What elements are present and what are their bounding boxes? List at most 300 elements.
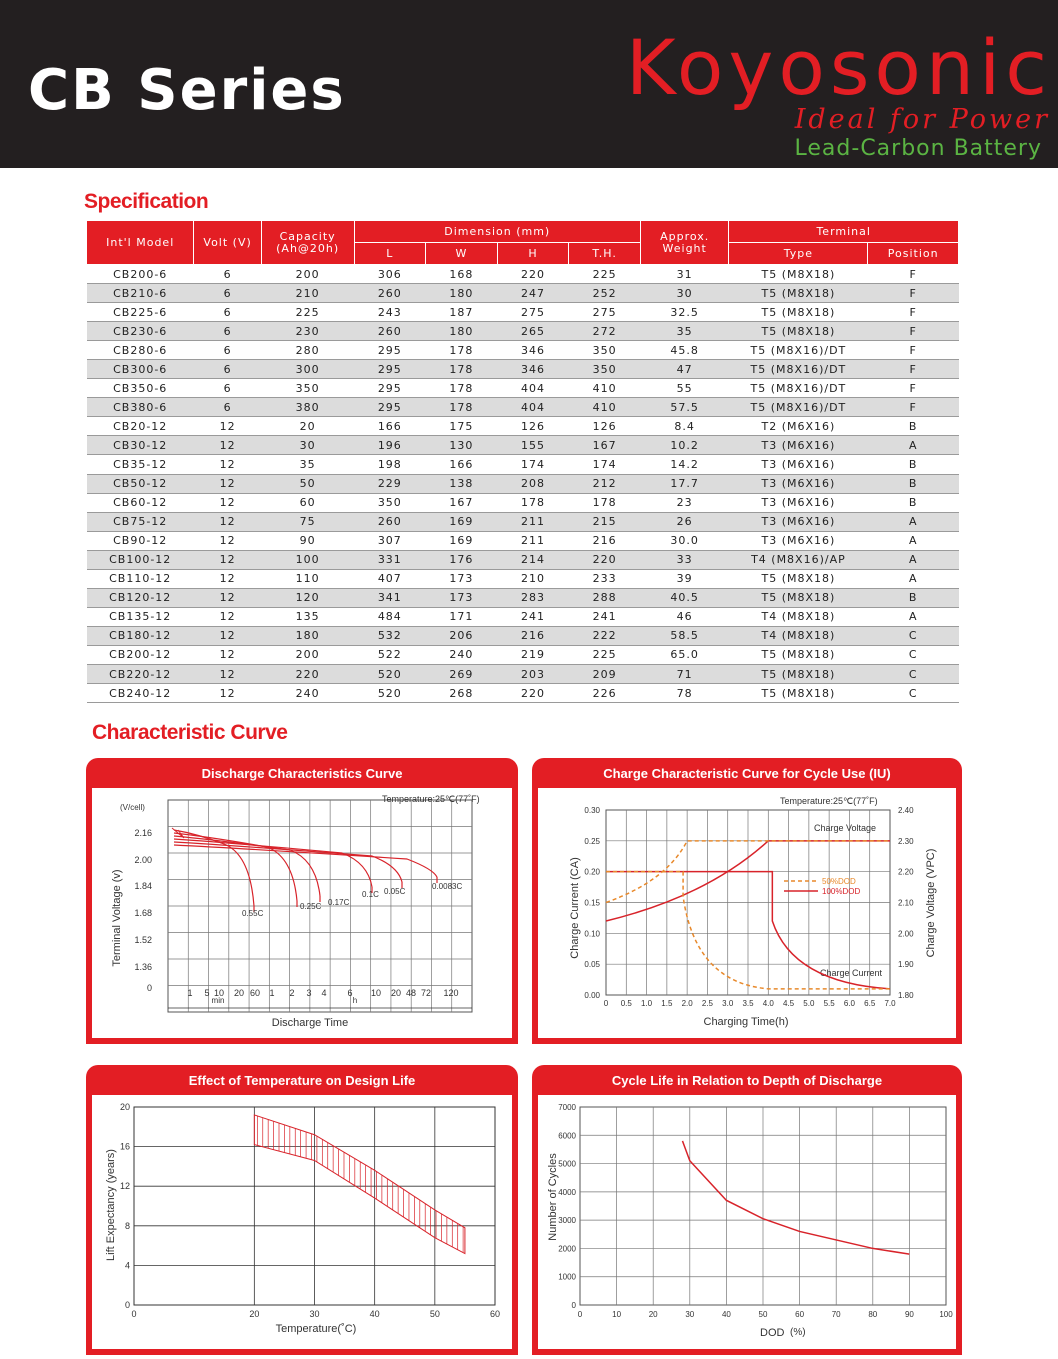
- x-tick-label: 80: [868, 1310, 878, 1319]
- table-cell: 12: [194, 531, 261, 550]
- cycle-chart-title: Cycle Life in Relation to Depth of Discharge: [611, 1073, 883, 1088]
- table-cell: 208: [497, 474, 569, 493]
- table-cell: F: [868, 398, 959, 417]
- table-cell: 12: [194, 474, 261, 493]
- table-cell: 12: [194, 645, 261, 664]
- table-cell: 225: [569, 265, 641, 284]
- table-cell: F: [868, 341, 959, 360]
- table-cell: T5 (M8X18): [729, 664, 868, 683]
- table-cell: T5 (M8X16)/DT: [729, 379, 868, 398]
- header-model: Int'l Model: [87, 221, 194, 265]
- table-cell: 212: [569, 474, 641, 493]
- table-cell: 55: [640, 379, 728, 398]
- table-cell: T5 (M8X18): [729, 645, 868, 664]
- table-row: [87, 265, 959, 284]
- table-cell: 130: [426, 436, 498, 455]
- table-cell: F: [868, 360, 959, 379]
- table-cell: T5 (M8X16)/DT: [729, 360, 868, 379]
- table-cell: 35: [640, 322, 728, 341]
- table-cell: 180: [261, 626, 354, 645]
- table-cell: CB120-12: [87, 588, 194, 607]
- table-cell: 241: [497, 607, 569, 626]
- y2-tick-label: 2.00: [898, 929, 914, 939]
- table-cell: 295: [354, 341, 426, 360]
- brand-subtitle: Lead-Carbon Battery: [794, 136, 1042, 161]
- y-tick-label: 4000: [558, 1187, 576, 1197]
- x-tick-label: 4: [321, 988, 327, 998]
- table-cell: 14.2: [640, 455, 728, 474]
- x-tick-label: 7.0: [884, 999, 896, 1008]
- x-tick-label: 30: [685, 1310, 695, 1319]
- table-cell: 12: [194, 626, 261, 645]
- table-cell: 341: [354, 588, 426, 607]
- table-cell: 346: [497, 360, 569, 379]
- table-cell: 187: [426, 303, 498, 322]
- table-cell: A: [868, 550, 959, 569]
- table-cell: 17.7: [640, 474, 728, 493]
- y-tick-label: 0.30: [584, 806, 600, 815]
- table-cell: 240: [261, 684, 354, 703]
- table-cell: 10.2: [640, 436, 728, 455]
- table-cell: 272: [569, 322, 641, 341]
- cycle-chart-panel: [532, 1065, 962, 1355]
- header-volt: Volt (V): [194, 221, 261, 265]
- table-cell: 12: [194, 417, 261, 436]
- table-row: [87, 512, 959, 531]
- table-cell: 138: [426, 474, 498, 493]
- table-cell: 265: [497, 322, 569, 341]
- x-tick-label: 72: [420, 988, 432, 998]
- y-tick-label: 6000: [558, 1131, 576, 1141]
- table-cell: 210: [497, 569, 569, 588]
- x-tick-label: 0: [577, 1310, 583, 1319]
- table-row: [87, 550, 959, 569]
- table-cell: CB225-6: [87, 303, 194, 322]
- table-cell: 241: [569, 607, 641, 626]
- table-cell: 214: [497, 550, 569, 569]
- table-cell: 216: [497, 626, 569, 645]
- table-cell: 350: [569, 341, 641, 360]
- table-cell: 211: [497, 512, 569, 531]
- header-position: Position: [868, 243, 959, 265]
- table-cell: 220: [569, 550, 641, 569]
- x-tick-label: 6.5: [864, 999, 876, 1008]
- table-cell: 45.8: [640, 341, 728, 360]
- y-axis-title: Terminal Voltage (v): [111, 869, 123, 967]
- table-cell: A: [868, 569, 959, 588]
- table-cell: 410: [569, 398, 641, 417]
- table-cell: 78: [640, 684, 728, 703]
- table-cell: A: [868, 531, 959, 550]
- table-cell: 295: [354, 379, 426, 398]
- table-cell: B: [868, 474, 959, 493]
- table-cell: 522: [354, 645, 426, 664]
- table-cell: 174: [497, 455, 569, 474]
- header-h: H: [497, 243, 569, 265]
- table-cell: 243: [354, 303, 426, 322]
- y-tick-label: 0.15: [584, 898, 600, 908]
- table-cell: T5 (M8X18): [729, 684, 868, 703]
- table-row: [87, 569, 959, 588]
- unit-label: (V/cell): [120, 803, 145, 812]
- x-tick-label: 10: [213, 988, 225, 998]
- table-cell: 167: [426, 493, 498, 512]
- table-cell: 155: [497, 436, 569, 455]
- table-cell: 12: [194, 512, 261, 531]
- table-cell: F: [868, 322, 959, 341]
- y2-tick-label: 2.10: [898, 898, 914, 908]
- table-cell: CB110-12: [87, 569, 194, 588]
- y2-tick-label: 2.30: [898, 836, 914, 846]
- table-cell: 174: [569, 455, 641, 474]
- specification-heading: Specification: [84, 190, 209, 213]
- x-tick-label: 2.5: [701, 999, 713, 1008]
- x-tick-label: 40: [721, 1310, 731, 1319]
- x-axis-title: DOD: [760, 1327, 785, 1339]
- table-row: [87, 531, 959, 550]
- x-unit-label: h: [352, 996, 358, 1005]
- table-cell: 100: [261, 550, 354, 569]
- table-cell: 75: [261, 512, 354, 531]
- x-tick-label: 0: [603, 999, 609, 1008]
- table-cell: 380: [261, 398, 354, 417]
- table-cell: 225: [261, 303, 354, 322]
- table-cell: 12: [194, 664, 261, 683]
- table-cell: 12: [194, 607, 261, 626]
- curve-label-0.25C: 0.25C: [300, 902, 322, 911]
- table-cell: B: [868, 493, 959, 512]
- x-tick-label: 1.0: [641, 999, 653, 1008]
- table-cell: T3 (M6X16): [729, 474, 868, 493]
- brand-logo: Koyosonic: [625, 23, 1052, 112]
- table-cell: 220: [497, 684, 569, 703]
- table-cell: CB220-12: [87, 664, 194, 683]
- x-tick-label: 4.0: [762, 999, 774, 1008]
- table-cell: 331: [354, 550, 426, 569]
- table-row: [87, 607, 959, 626]
- table-cell: 307: [354, 531, 426, 550]
- table-row: [87, 360, 959, 379]
- table-cell: 12: [194, 455, 261, 474]
- x-axis-title: Charging Time(h): [703, 1016, 789, 1028]
- table-cell: 196: [354, 436, 426, 455]
- table-cell: 171: [426, 607, 498, 626]
- header-weight: Approx. Weight: [640, 221, 728, 265]
- table-cell: 176: [426, 550, 498, 569]
- table-cell: CB50-12: [87, 474, 194, 493]
- table-cell: C: [868, 664, 959, 683]
- y-axis-title: Number of Cycles: [547, 1153, 559, 1241]
- table-cell: T5 (M8X18): [729, 265, 868, 284]
- table-cell: 178: [426, 341, 498, 360]
- table-cell: 126: [497, 417, 569, 436]
- table-cell: 178: [426, 360, 498, 379]
- legend-label-100: 100%DOD: [822, 887, 861, 896]
- y-tick-label: 0.00: [584, 991, 600, 1000]
- x-tick-label: 100: [939, 1310, 953, 1319]
- x-tick-label: 48: [405, 988, 417, 998]
- table-cell: 40.5: [640, 588, 728, 607]
- table-row: [87, 645, 959, 664]
- x-tick-label: 50: [429, 1309, 440, 1319]
- table-cell: 35: [261, 455, 354, 474]
- table-cell: 135: [261, 607, 354, 626]
- y-axis-title: Charge Current (CA): [569, 857, 581, 959]
- y-axis-title: Lift Expectancy (years): [105, 1149, 117, 1261]
- y-tick-label: 7000: [558, 1103, 576, 1112]
- table-cell: 47: [640, 360, 728, 379]
- table-cell: T3 (M6X16): [729, 493, 868, 512]
- table-cell: CB75-12: [87, 512, 194, 531]
- table-cell: C: [868, 645, 959, 664]
- table-cell: 12: [194, 493, 261, 512]
- table-cell: 178: [497, 493, 569, 512]
- table-cell: 12: [194, 588, 261, 607]
- table-cell: 216: [569, 531, 641, 550]
- x-tick-label: 60: [795, 1310, 805, 1319]
- y-tick-label: 2.00: [134, 855, 152, 865]
- y-tick-label: 0: [146, 983, 152, 993]
- table-cell: 39: [640, 569, 728, 588]
- table-cell: CB350-6: [87, 379, 194, 398]
- discharge-chart-panel: [86, 758, 518, 1044]
- table-cell: 268: [426, 684, 498, 703]
- temperature-chart: [92, 1095, 512, 1349]
- x-tick-label: 20: [648, 1310, 658, 1319]
- table-cell: 173: [426, 588, 498, 607]
- table-row: [87, 436, 959, 455]
- table-cell: 30: [261, 436, 354, 455]
- x-tick-label: 0: [131, 1309, 137, 1319]
- y-tick-label: 5000: [558, 1159, 576, 1169]
- header-w: W: [426, 243, 498, 265]
- curve-label-0.05C: 0.05C: [384, 887, 406, 896]
- x-tick-label: 90: [904, 1310, 914, 1319]
- y2-tick-label: 1.90: [898, 960, 914, 970]
- table-cell: 484: [354, 607, 426, 626]
- table-cell: 110: [261, 569, 354, 588]
- header-th: T.H.: [569, 243, 641, 265]
- table-cell: 198: [354, 455, 426, 474]
- y-tick-label: 16: [119, 1141, 130, 1152]
- table-cell: 300: [261, 360, 354, 379]
- table-cell: 168: [426, 265, 498, 284]
- x-tick-label: 3.5: [742, 999, 754, 1008]
- x-tick-label: 5.5: [823, 999, 835, 1008]
- x-tick-label: 20: [233, 988, 245, 998]
- table-row: [87, 684, 959, 703]
- table-cell: CB60-12: [87, 493, 194, 512]
- table-row: [87, 398, 959, 417]
- table-cell: 269: [426, 664, 498, 683]
- table-cell: 6: [194, 398, 261, 417]
- x-tick-label: 6: [347, 988, 353, 998]
- table-cell: 210: [261, 284, 354, 303]
- table-cell: T5 (M8X18): [729, 588, 868, 607]
- table-cell: 404: [497, 398, 569, 417]
- table-cell: 46: [640, 607, 728, 626]
- table-cell: 12: [194, 684, 261, 703]
- table-cell: 58.5: [640, 626, 728, 645]
- table-cell: 346: [497, 341, 569, 360]
- table-cell: 166: [426, 455, 498, 474]
- table-cell: 57.5: [640, 398, 728, 417]
- y-tick-label: 0.25: [584, 836, 600, 846]
- x-tick-label: 10: [370, 988, 382, 998]
- table-cell: T5 (M8X18): [729, 303, 868, 322]
- table-cell: 306: [354, 265, 426, 284]
- table-cell: T4 (M8X16)/AP: [729, 550, 868, 569]
- current-label: Charge Current: [820, 968, 883, 978]
- table-cell: 275: [569, 303, 641, 322]
- table-cell: 178: [426, 379, 498, 398]
- table-cell: CB90-12: [87, 531, 194, 550]
- table-cell: 65.0: [640, 645, 728, 664]
- table-cell: 178: [426, 398, 498, 417]
- x-unit-label: min: [211, 996, 225, 1005]
- table-cell: CB300-6: [87, 360, 194, 379]
- table-row: [87, 303, 959, 322]
- x-tick-label: 1: [269, 988, 275, 998]
- table-cell: 178: [569, 493, 641, 512]
- table-cell: 350: [569, 360, 641, 379]
- temperature-note: Temperature:25℃(77˚F): [780, 796, 878, 806]
- table-cell: A: [868, 607, 959, 626]
- table-cell: 60: [261, 493, 354, 512]
- x-tick-label: 70: [831, 1310, 841, 1319]
- x-tick-label: 60: [489, 1309, 501, 1319]
- table-cell: B: [868, 588, 959, 607]
- table-cell: CB100-12: [87, 550, 194, 569]
- table-row: [87, 588, 959, 607]
- temperature-chart-title: Effect of Temperature on Design Life: [188, 1073, 416, 1088]
- cycle-chart: [538, 1095, 956, 1349]
- table-cell: 90: [261, 531, 354, 550]
- table-cell: 229: [354, 474, 426, 493]
- table-cell: CB20-12: [87, 417, 194, 436]
- characteristic-heading: Characteristic Curve: [92, 721, 288, 744]
- table-cell: 6: [194, 284, 261, 303]
- table-cell: 410: [569, 379, 641, 398]
- table-cell: 166: [354, 417, 426, 436]
- table-cell: 120: [261, 588, 354, 607]
- y-tick-label: 1.52: [134, 935, 152, 945]
- table-cell: 180: [426, 322, 498, 341]
- table-cell: 12: [194, 550, 261, 569]
- table-cell: 225: [569, 645, 641, 664]
- x-tick-label: 1: [187, 988, 193, 998]
- table-cell: 295: [354, 360, 426, 379]
- table-cell: 169: [426, 512, 498, 531]
- table-cell: 71: [640, 664, 728, 683]
- y-tick-label: 1.36: [134, 962, 152, 972]
- table-cell: T5 (M8X18): [729, 569, 868, 588]
- charge-chart-title: Charge Characteristic Curve for Cycle Use (IU): [603, 766, 891, 781]
- table-cell: 404: [497, 379, 569, 398]
- table-row: [87, 493, 959, 512]
- table-cell: 275: [497, 303, 569, 322]
- table-cell: T5 (M8X16)/DT: [729, 398, 868, 417]
- header-l: L: [354, 243, 426, 265]
- y-tick-label: 12: [119, 1181, 130, 1192]
- table-cell: C: [868, 684, 959, 703]
- y-tick-label: 2.16: [134, 828, 152, 838]
- table-cell: 200: [261, 265, 354, 284]
- table-row: [87, 417, 959, 436]
- x-tick-label: 6.0: [843, 999, 855, 1008]
- y2-tick-label: 2.20: [898, 867, 914, 877]
- y-tick-label: 20: [119, 1102, 130, 1112]
- table-cell: 209: [569, 664, 641, 683]
- curve-label-0.55C: 0.55C: [242, 909, 264, 918]
- x-tick-label: 2.0: [681, 999, 693, 1008]
- table-row: [87, 626, 959, 645]
- y-tick-label: 0.20: [584, 867, 600, 877]
- table-row: [87, 664, 959, 683]
- table-cell: T4 (M8X18): [729, 607, 868, 626]
- table-row: [87, 474, 959, 493]
- x-tick-label: 4.5: [783, 999, 795, 1008]
- table-cell: 247: [497, 284, 569, 303]
- x-axis-title: Temperature(˚C): [275, 1323, 357, 1335]
- x-tick-label: 3: [306, 988, 312, 998]
- table-cell: T3 (M6X16): [729, 512, 868, 531]
- table-cell: 407: [354, 569, 426, 588]
- table-cell: 6: [194, 322, 261, 341]
- table-cell: T3 (M6X16): [729, 531, 868, 550]
- header-capacity: Capacity (Ah@20h): [261, 221, 354, 265]
- table-cell: 30: [640, 284, 728, 303]
- y-tick-label: 2000: [558, 1244, 576, 1254]
- table-cell: C: [868, 626, 959, 645]
- header-terminal: Terminal: [729, 221, 959, 243]
- table-cell: CB210-6: [87, 284, 194, 303]
- table-cell: 350: [354, 493, 426, 512]
- x-tick-label: 20: [390, 988, 402, 998]
- y2-tick-label: 2.40: [898, 806, 914, 815]
- x-tick-label: 2: [289, 988, 295, 998]
- table-row: [87, 341, 959, 360]
- table-cell: CB230-6: [87, 322, 194, 341]
- legend-label-50: 50%DOD: [822, 877, 856, 886]
- table-cell: CB200-12: [87, 645, 194, 664]
- table-cell: 6: [194, 379, 261, 398]
- table-cell: 31: [640, 265, 728, 284]
- design-life-band: [254, 1115, 465, 1254]
- table-cell: T3 (M6X16): [729, 455, 868, 474]
- y-tick-label: 1.68: [134, 908, 152, 918]
- x-tick-label: 50: [758, 1310, 768, 1319]
- table-cell: 532: [354, 626, 426, 645]
- y-tick-label: 0: [124, 1300, 130, 1310]
- table-cell: 126: [569, 417, 641, 436]
- table-cell: CB180-12: [87, 626, 194, 645]
- table-row: [87, 322, 959, 341]
- y-tick-label: 0.05: [584, 960, 600, 970]
- table-cell: 220: [261, 664, 354, 683]
- x-tick-label: 1.5: [661, 999, 673, 1008]
- x-tick-label: 5: [204, 988, 210, 998]
- cycle-life-curve: [682, 1141, 909, 1254]
- temperature-note: Temperature:25℃(77˚F): [382, 794, 480, 804]
- x-unit-label: (%): [790, 1327, 806, 1338]
- table-cell: F: [868, 284, 959, 303]
- table-cell: 230: [261, 322, 354, 341]
- discharge-chart: [92, 788, 512, 1038]
- charge-chart-panel: [532, 758, 962, 1044]
- discharge-chart-title: Discharge Characteristics Curve: [201, 766, 403, 781]
- table-row: [87, 379, 959, 398]
